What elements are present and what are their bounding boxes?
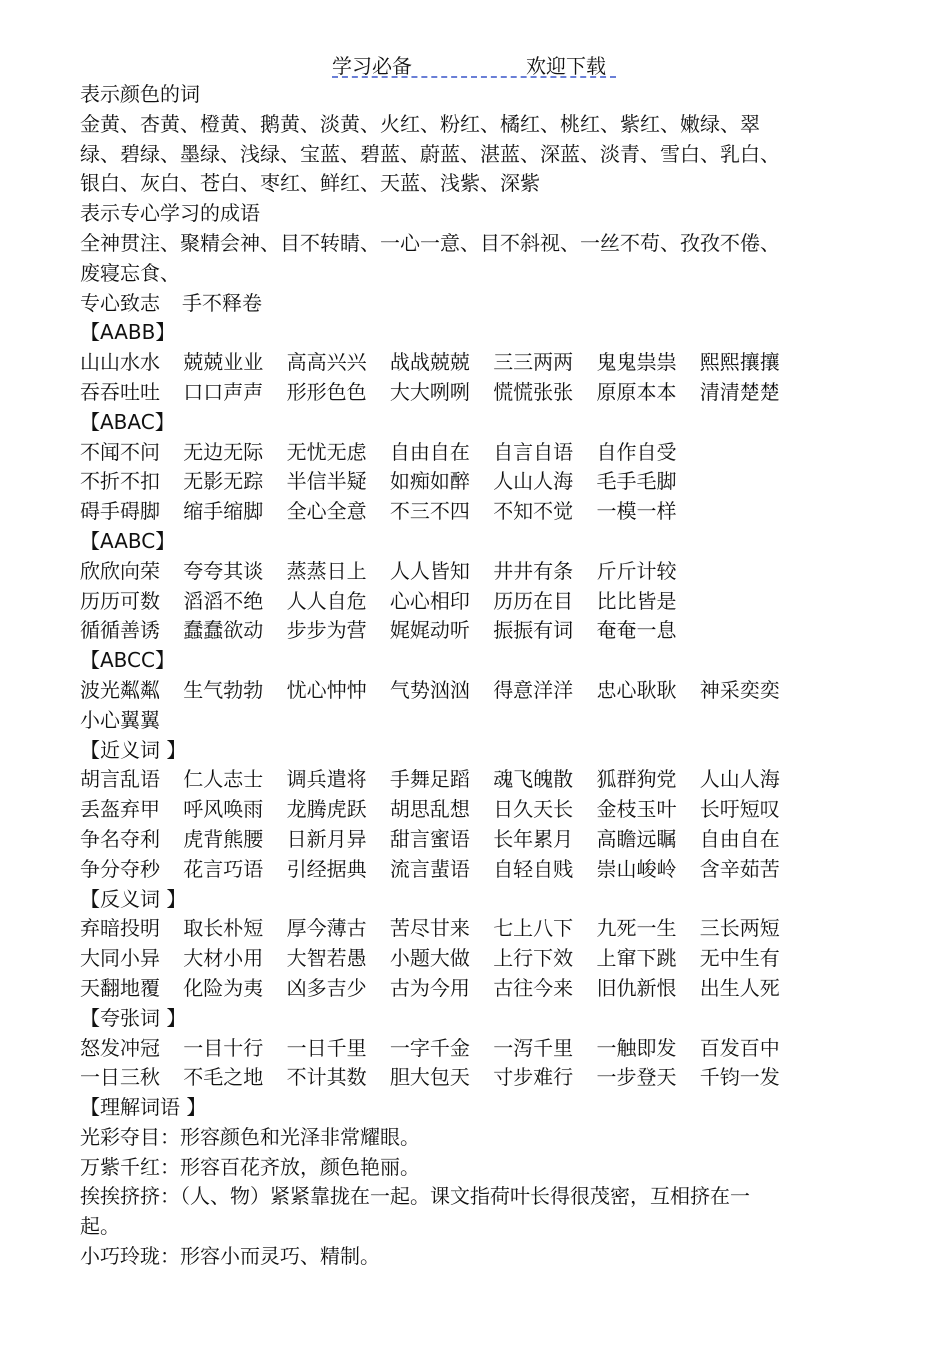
idiom-cell: 形形色色	[286, 379, 367, 404]
idiom-cell: 长吁短叹	[699, 797, 780, 822]
idiom-cell: 小心翼翼	[80, 707, 160, 732]
section-title-antonyms: 【反义词 】	[80, 886, 187, 911]
focus-line: 废寝忘食、	[80, 260, 180, 285]
idiom-cell: 花言巧语	[183, 856, 264, 881]
idiom-cell: 凶多吉少	[286, 975, 367, 1000]
idiom-cell: 厚今薄古	[286, 916, 367, 941]
idiom-cell: 旧仇新恨	[596, 975, 677, 1000]
idiom-cell: 自轻自贱	[493, 856, 574, 881]
idiom-cell: 人山人海	[493, 469, 574, 494]
idiom-cell: 不三不四	[389, 499, 470, 524]
idiom-cell: 一日千里	[286, 1035, 367, 1060]
header-right-text: 欢迎下载	[526, 54, 606, 78]
idiom-cell: 丢盔弃甲	[80, 797, 160, 822]
idiom-cell: 无边无际	[183, 439, 264, 464]
synonyms-row	[80, 855, 840, 885]
idiom-cell: 争名夺利	[80, 826, 160, 851]
definition-line: 万紫千红：形容百花齐放，颜色艳丽。	[80, 1154, 420, 1179]
idiom-cell: 一字千金	[389, 1035, 470, 1060]
idiom-cell: 人人自危	[286, 588, 367, 613]
section-title-synonyms: 【近义词 】	[80, 737, 187, 762]
idiom-cell: 寸步难行	[493, 1065, 574, 1090]
idiom-cell: 一日三秋	[80, 1065, 160, 1090]
abcc-row	[80, 706, 840, 736]
definition-line: 挨挨挤挤：（人、物）紧紧靠拢在一起。课文指荷叶长得很茂密，互相挤在一	[80, 1184, 750, 1209]
idiom-cell: 人山人海	[699, 767, 780, 792]
colors-line: 绿、碧绿、墨绿、浅绿、宝蓝、碧蓝、蔚蓝、湛蓝、深蓝、淡青、雪白、乳白、	[80, 141, 780, 166]
idiom-cell: 神采奕奕	[699, 677, 780, 702]
idiom-cell: 古往今来	[493, 975, 574, 1000]
idiom-cell: 无影无踪	[183, 469, 264, 494]
synonyms-row	[80, 795, 840, 825]
idiom-cell: 蒸蒸日上	[286, 558, 367, 583]
idiom-cell: 井井有条	[493, 558, 574, 583]
idiom-cell: 魂飞魄散	[493, 767, 574, 792]
idiom-cell: 日久天长	[493, 797, 574, 822]
idiom-cell: 无忧无虑	[286, 439, 367, 464]
idiom-cell: 山山水水	[80, 350, 160, 375]
idiom-cell: 一模一样	[596, 499, 677, 524]
section-title-abac: 【ABAC】	[80, 409, 175, 434]
abac-row	[80, 438, 840, 468]
idiom-cell: 循循善诱	[80, 618, 160, 643]
idiom-cell: 崇山峻岭	[596, 856, 677, 881]
idiom-cell: 百发百中	[699, 1035, 780, 1060]
aabc-row	[80, 616, 840, 646]
abcc-row	[80, 676, 840, 706]
idiom-cell: 苦尽甘来	[389, 916, 470, 941]
idiom-cell: 气势汹汹	[389, 677, 470, 702]
idiom-cell: 金枝玉叶	[596, 797, 677, 822]
section-title-aabb: 【AABB】	[80, 320, 176, 345]
idiom-cell: 高高兴兴	[286, 350, 367, 375]
idiom-cell: 呼风唤雨	[183, 797, 264, 822]
page-header	[80, 46, 840, 80]
aabc-row	[80, 557, 840, 587]
idiom-cell: 千钧一发	[699, 1065, 780, 1090]
idiom-cell: 如痴如醉	[389, 469, 470, 494]
idiom-cell: 调兵遣将	[286, 767, 367, 792]
focus-idiom: 专心致志	[80, 290, 160, 315]
antonyms-row	[80, 914, 840, 944]
idiom-cell: 胡言乱语	[80, 767, 160, 792]
idiom-cell: 一触即发	[596, 1035, 677, 1060]
idiom-cell: 不折不扣	[80, 469, 160, 494]
idiom-cell: 碍手碍脚	[80, 499, 160, 524]
idiom-cell: 战战兢兢	[389, 350, 470, 375]
idiom-cell: 欣欣向荣	[80, 558, 160, 583]
idiom-cell: 上行下效	[493, 946, 574, 971]
aabb-row	[80, 378, 840, 408]
idiom-cell: 原原本本	[596, 379, 677, 404]
exaggeration-row	[80, 1063, 840, 1093]
idiom-cell: 争分夺秒	[80, 856, 160, 881]
section-title-aabc: 【AABC】	[80, 528, 176, 553]
idiom-cell: 甜言蜜语	[389, 826, 470, 851]
idiom-cell: 缩手缩脚	[183, 499, 264, 524]
idiom-cell: 一泻千里	[493, 1035, 574, 1060]
idiom-cell: 吞吞吐吐	[80, 379, 160, 404]
idiom-cell: 胡思乱想	[389, 797, 470, 822]
focus-idiom: 手不释卷	[182, 290, 262, 315]
idiom-cell: 斤斤计较	[596, 558, 677, 583]
header-dashed-underline	[332, 76, 616, 78]
idiom-cell: 自由自在	[699, 826, 780, 851]
idiom-cell: 夸夸其谈	[183, 558, 264, 583]
idiom-cell: 兢兢业业	[183, 350, 264, 375]
idiom-cell: 天翻地覆	[80, 975, 160, 1000]
idiom-cell: 慌慌张张	[493, 379, 574, 404]
abac-row	[80, 467, 840, 497]
section-title-exaggeration: 【夸张词 】	[80, 1005, 187, 1030]
section-title-focus: 表示专心学习的成语	[80, 201, 260, 226]
idiom-cell: 七上八下	[493, 916, 574, 941]
idiom-cell: 得意洋洋	[493, 677, 574, 702]
idiom-cell: 上窜下跳	[596, 946, 677, 971]
idiom-cell: 古为今用	[389, 975, 470, 1000]
focus-line: 全神贯注、聚精会神、目不转睛、一心一意、目不斜视、一丝不苟、孜孜不倦、	[80, 230, 780, 255]
idiom-cell: 日新月异	[286, 826, 367, 851]
idiom-cell: 三三两两	[493, 350, 574, 375]
idiom-cell: 出生人死	[699, 975, 780, 1000]
abac-row	[80, 497, 840, 527]
idiom-cell: 忧心忡忡	[286, 677, 367, 702]
idiom-cell: 怒发冲冠	[80, 1035, 160, 1060]
antonyms-row	[80, 974, 840, 1004]
definition-line: 起。	[80, 1214, 120, 1239]
idiom-cell: 蠢蠢欲动	[183, 618, 264, 643]
idiom-cell: 一步登天	[596, 1065, 677, 1090]
idiom-cell: 历历可数	[80, 588, 160, 613]
idiom-cell: 弃暗投明	[80, 916, 160, 941]
idiom-cell: 心心相印	[389, 588, 470, 613]
idiom-cell: 自由自在	[389, 439, 470, 464]
synonyms-row	[80, 825, 840, 855]
idiom-cell: 鬼鬼祟祟	[596, 350, 677, 375]
idiom-cell: 小题大做	[389, 946, 470, 971]
idiom-cell: 三长两短	[699, 916, 780, 941]
idiom-cell: 生气勃勃	[183, 677, 264, 702]
idiom-cell: 虎背熊腰	[183, 826, 264, 851]
header-left-text: 学习必备	[332, 54, 412, 78]
idiom-cell: 含辛茹苦	[699, 856, 780, 881]
idiom-cell: 大智若愚	[286, 946, 367, 971]
aabb-row	[80, 348, 840, 378]
idiom-cell: 高瞻远瞩	[596, 826, 677, 851]
antonyms-row	[80, 944, 840, 974]
idiom-cell: 奄奄一息	[596, 618, 677, 643]
idiom-cell: 忠心耿耿	[596, 677, 677, 702]
idiom-cell: 不知不觉	[493, 499, 574, 524]
idiom-cell: 大材小用	[183, 946, 264, 971]
idiom-cell: 半信半疑	[286, 469, 367, 494]
idiom-cell: 人人皆知	[389, 558, 470, 583]
idiom-cell: 不计其数	[286, 1065, 367, 1090]
idiom-cell: 滔滔不绝	[183, 588, 264, 613]
idiom-cell: 口口声声	[183, 379, 264, 404]
definition-line: 光彩夺目：形容颜色和光泽非常耀眼。	[80, 1124, 420, 1149]
idiom-cell: 长年累月	[493, 826, 574, 851]
document-page	[80, 46, 840, 1272]
idiom-cell: 手舞足蹈	[389, 767, 470, 792]
colors-line: 银白、灰白、苍白、枣红、鲜红、天蓝、浅紫、深紫	[80, 171, 540, 196]
idiom-cell: 一目十行	[183, 1035, 264, 1060]
idiom-cell: 自作自受	[596, 439, 677, 464]
idiom-cell: 仁人志士	[183, 767, 264, 792]
idiom-cell: 毛手毛脚	[596, 469, 677, 494]
idiom-cell: 全心全意	[286, 499, 367, 524]
idiom-cell: 不闻不问	[80, 439, 160, 464]
exaggeration-row	[80, 1034, 840, 1064]
idiom-cell: 不毛之地	[183, 1065, 264, 1090]
idiom-cell: 振振有词	[493, 618, 574, 643]
idiom-cell: 大大咧咧	[389, 379, 470, 404]
idiom-cell: 步步为营	[286, 618, 367, 643]
idiom-cell: 自言自语	[493, 439, 574, 464]
idiom-cell: 波光粼粼	[80, 677, 160, 702]
idiom-cell: 比比皆是	[596, 588, 677, 613]
synonyms-row	[80, 765, 840, 795]
idiom-cell: 胆大包天	[389, 1065, 470, 1090]
idiom-grid-sections	[80, 318, 840, 1093]
idiom-cell: 龙腾虎跃	[286, 797, 367, 822]
section-title-colors: 表示颜色的词	[80, 82, 200, 106]
section-title-understand: 【理解词语 】	[80, 1095, 207, 1120]
section-title-abcc: 【ABCC】	[80, 648, 175, 673]
definition-line: 小巧玲珑：形容小而灵巧、精制。	[80, 1244, 380, 1269]
idiom-cell: 历历在目	[493, 588, 574, 613]
colors-line: 金黄、杏黄、橙黄、鹅黄、淡黄、火红、粉红、橘红、桃红、紫红、嫩绿、翠	[80, 111, 760, 136]
idiom-cell: 无中生有	[699, 946, 780, 971]
idiom-cell: 化险为夷	[183, 975, 264, 1000]
aabc-row	[80, 587, 840, 617]
idiom-cell: 清清楚楚	[699, 379, 780, 404]
idiom-cell: 熙熙攘攘	[699, 350, 780, 375]
idiom-cell: 流言蜚语	[389, 856, 470, 881]
idiom-cell: 大同小异	[80, 946, 160, 971]
idiom-cell: 娓娓动听	[389, 618, 470, 643]
idiom-cell: 狐群狗党	[596, 767, 677, 792]
idiom-cell: 九死一生	[596, 916, 677, 941]
focus-line-last	[80, 289, 840, 319]
idiom-cell: 引经据典	[286, 856, 367, 881]
idiom-cell: 取长朴短	[183, 916, 264, 941]
